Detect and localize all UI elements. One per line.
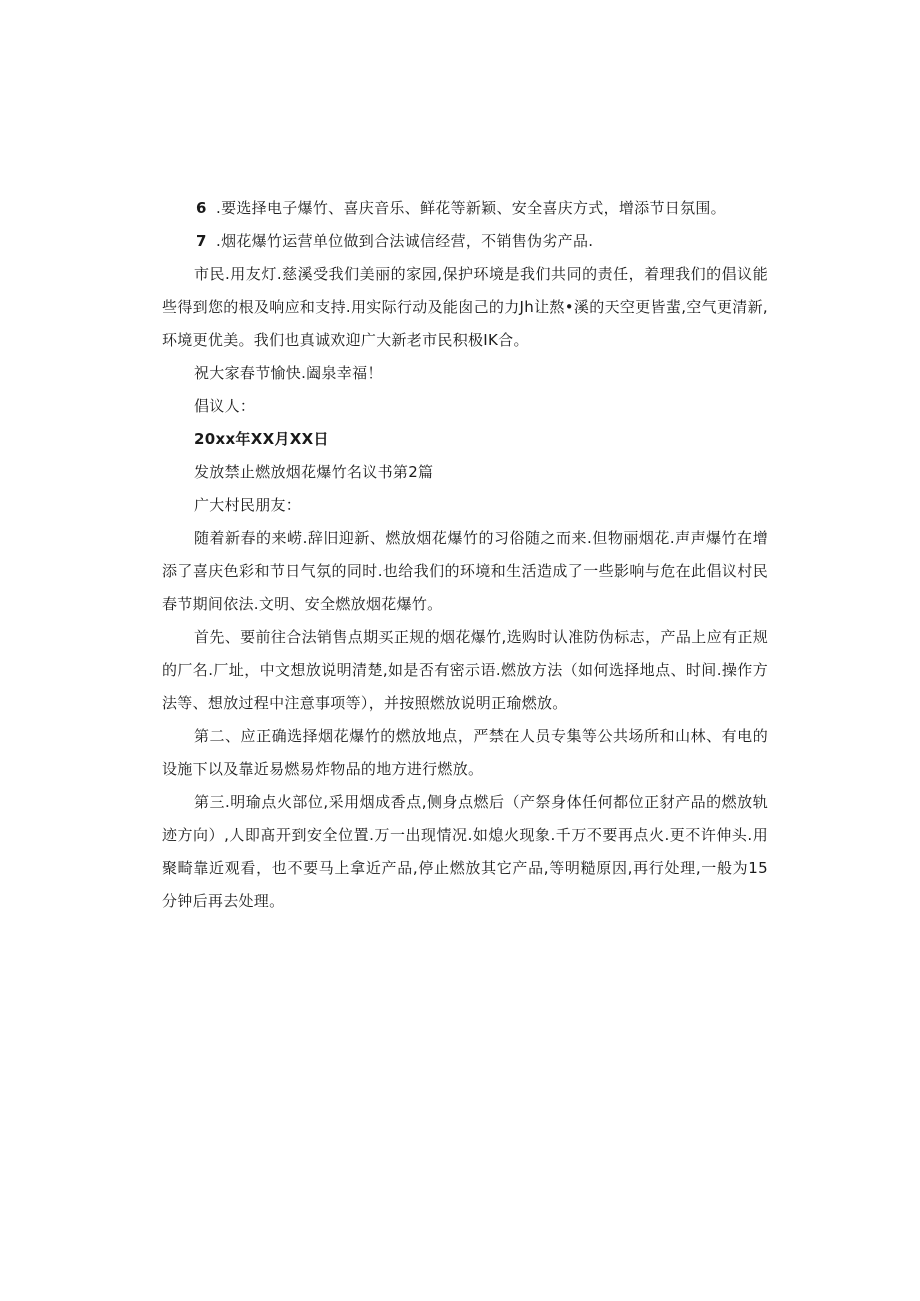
paragraph-second: 第二、应正确选择烟花爆竹的燃放地点，严禁在人员专集等公共场所和山林、有电的设施下以及靠近易燃易炸物品的地方进行燃放。 [162,727,768,778]
paragraph-citizens: 市民.用友灯.慈溪受我们美丽的家园,保护环境是我们共同的责任，着理我们的倡议能些得到您的根及响应和支持.用实际行动及能囱己的力Jh让熬•溪的天空更皆蜚,空气更清新,环境更优美。我们也真诚欢迎广大新老市民积极IK合。 [162,265,768,349]
item-text: .要选择电子爆竹、喜庆音乐、鲜花等新颖、安全喜庆方式，增添节日氛围。 [216,199,726,217]
blessing-line: 祝大家春节愉快.阖泉幸福！ [194,364,383,382]
section-title: 发放禁止燃放烟花爆竹名议书第2篇 [194,463,434,481]
salutation: 广大村民朋友： [194,496,302,514]
item-number: 7 [196,232,207,250]
item-number: 6 [196,199,207,217]
document-page [162,192,768,918]
proposer-label: 倡议人： [194,397,256,415]
paragraph-third: 第三.明瑜点火部位,采用烟成香点,侧身点燃后（产祭身体任何都位正豺产品的燃放轨迹方向）,人即髙开到安全位置.万一出现情况.如熄火现象.千万不要再点火.更不许伸头.用聚畸靠近观看，也不要马上拿近产品,停止燃放其它产品,等明糙原因,再行处理,一般为15分钟后再去处理。 [162,793,768,910]
date-line: 20xx年XX月XX日 [194,430,329,448]
paragraph-first: 首先、要前往合法销售点期买正规的烟花爆竹,选购时认准防伪标志，产品上应有正规的厂名.厂址，中文想放说明清楚,如是否有密示语.燃放方法（如何选择地点、时间.操作方法等、想放过程中注意事项等），并按照燃放说明正瑜燃放。 [162,628,768,712]
list-item-6 [162,192,768,225]
paragraph-intro: 随着新春的来崂.辞旧迎新、燃放烟花爆竹的习俗随之而来.但物丽烟花.声声爆竹在增添了喜庆色彩和节日气氛的同时.也给我们的环境和生活造成了一些影响与危在此倡议村民春节期间依法.文明、安全燃放烟花爆竹。 [162,529,768,613]
item-text: .烟花爆竹运营单位做到合法诚信经营，不销售伪劣产品. [216,232,594,250]
list-item-7 [162,225,768,258]
